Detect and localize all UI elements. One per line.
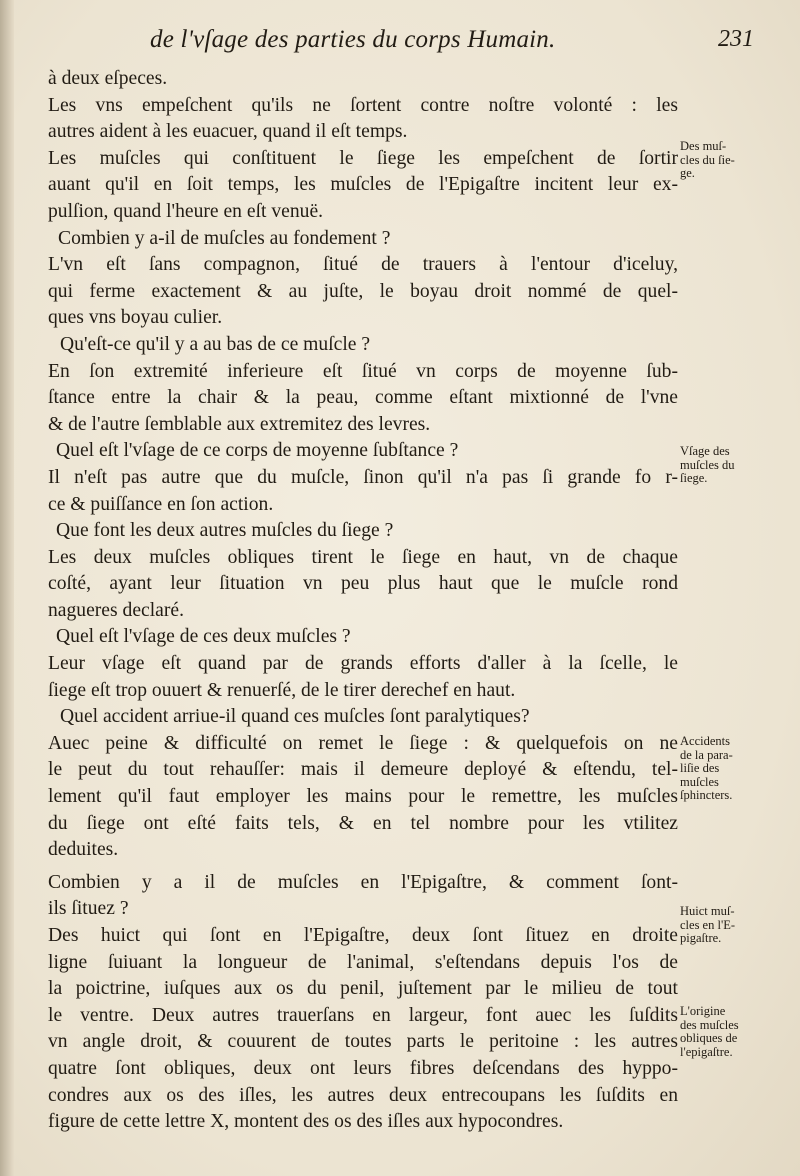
margin-note-line: pigaſtre.: [680, 931, 722, 945]
text-line: Les muſcles qui conſtituent le ſiege les empeſchent de ſortir: [48, 147, 678, 169]
text-line: & de l'autre ſemblable aux extremitez des levres.: [48, 413, 431, 435]
page-gutter: [0, 0, 14, 1176]
text-line: ce & puiſſance en ſon action.: [48, 493, 274, 515]
question-line: Combien y a-il de muſcles au fondement ?: [58, 227, 391, 249]
margin-note-line: Des muſ-: [680, 139, 727, 153]
margin-note: [680, 905, 798, 946]
margin-note: [680, 1005, 798, 1059]
margin-note-line: ge.: [680, 166, 695, 180]
margin-note-line: liſie des: [680, 761, 720, 775]
text-line: quatre ſont obliques, deux ont leurs fibres deſcendans des hyppo-: [48, 1057, 678, 1079]
margin-note-line: muſcles: [680, 774, 719, 789]
margin-note-line: cles en l'E-: [680, 917, 736, 932]
text-line: ligne ſuiuant la longueur de l'animal, s'eſtendans depuis l'os de: [48, 951, 678, 973]
text-line: qui ferme exactement & au juſte, le boyau droit nommé de quel-: [48, 280, 678, 302]
margin-note: [680, 140, 798, 181]
text-line: Des huict qui ſont en l'Epigaſtre, deux ſont ſituez en droite: [48, 925, 678, 946]
text-line: figure de cette lettre X, montent des os des iſles aux hypocondres.: [48, 1111, 564, 1133]
text-line: pulſion, quand l'heure en eſt venuë.: [48, 200, 324, 222]
margin-note-line: Huict muſ-: [680, 904, 735, 918]
text-line: ils ſituez ?: [48, 898, 129, 920]
text-line: Les vns empeſchent qu'ils ne ſortent contre noſtre volonté : les: [48, 94, 678, 116]
text-line: la poictrine, iuſques aux os du penil, juſtement par le milieu de tout: [48, 978, 678, 1000]
text-line: le ventre. Deux autres trauerſans en largeur, font auec les ſuſdits: [48, 1004, 678, 1026]
margin-note: [680, 445, 798, 486]
margin-note-line: Accidents: [680, 734, 730, 748]
text-line: coſté, ayant leur ſituation vn peu plus haut que le muſcle rond: [48, 573, 678, 595]
question-line: Que font les deux autres muſcles du ſiege ?: [56, 520, 394, 542]
text-line: autres aident à les euacuer, quand il eſt temps.: [48, 121, 408, 143]
margin-note-line: Vſage des: [680, 444, 730, 458]
text-line: L'vn eſt ſans compagnon, ſitué de trauers à l'entour d'iceluy,: [48, 254, 678, 276]
text-line: à deux eſpeces.: [48, 68, 168, 89]
text-line: le peut du tout rehauſſer: mais il demeure deployé & eſtendu, tel-: [48, 759, 678, 781]
text-line: Les deux muſcles obliques tirent le ſiege en haut, vn de chaque: [48, 546, 678, 568]
margin-note-line: des muſcles: [680, 1017, 739, 1032]
question-line: Combien y a il de muſcles en l'Epigaſtre, & comment ſont-: [48, 871, 678, 893]
text-line: En ſon extremité inferieure eſt ſitué vn corps de moyenne ſub-: [48, 360, 678, 382]
margin-note-line: muſcles du: [680, 457, 735, 472]
margin-note-line: L'origine: [680, 1004, 726, 1018]
question-line: Quel eſt l'vſage de ce corps de moyenne ſubſtance ?: [56, 440, 459, 462]
page-number: 231: [718, 26, 754, 52]
text-line: Il n'eſt pas autre que du muſcle, ſinon qu'il n'a pas ſi grande fo r-: [48, 466, 678, 488]
text-line: Leur vſage eſt quand par de grands efforts d'aller à la ſcelle, le: [48, 653, 678, 675]
running-head: de l'vſage des parties du corps Humain.: [150, 26, 556, 53]
margin-note-line: de la para-: [680, 747, 733, 762]
margin-note-line: cles du ſie-: [680, 152, 735, 167]
text-line: ques vns boyau culier.: [48, 307, 223, 329]
text-line: du ſiege ont eſté faits tels, & en tel nombre pour les vtilitez: [48, 812, 678, 834]
question-line: Quel accident arriue-il quand ces muſcles ſont paralytiques?: [60, 706, 530, 728]
text-line: auant qu'il en ſoit temps, les muſcles de l'Epigaſtre incitent leur ex-: [48, 174, 678, 196]
text-line: vn angle droit, & couurent de toutes parts le peritoine : les autres: [48, 1031, 678, 1053]
body-text: [48, 66, 678, 1136]
text-line: Auec peine & difficulté on remet le ſiege : & quelquefois on ne: [48, 732, 678, 754]
margin-note-line: l'epigaſtre.: [680, 1044, 733, 1059]
margin-note-line: ſphincters.: [680, 788, 733, 802]
text-line: ſiege eſt trop ouuert & renuerſé, de le tirer derechef en haut.: [48, 679, 516, 701]
text-line: nagueres declaré.: [48, 599, 184, 621]
margin-note-line: obliques de: [680, 1031, 738, 1045]
text-line: ſtance entre la chair & la peau, comme eſtant mixtionné de l'vne: [48, 387, 678, 409]
margin-note-line: ſiege.: [680, 471, 708, 485]
text-line: deduites.: [48, 839, 119, 861]
margin-note: [680, 735, 798, 803]
text-line: lement qu'il faut employer les mains pour le remettre, les muſcles: [48, 786, 678, 808]
question-line: Qu'eſt-ce qu'il y a au bas de ce muſcle ?: [60, 333, 371, 355]
question-line: Quel eſt l'vſage de ces deux muſcles ?: [56, 626, 351, 648]
text-line: condres aux os des iſles, les autres deux entrecoupans les ſuſdits en: [48, 1084, 678, 1106]
